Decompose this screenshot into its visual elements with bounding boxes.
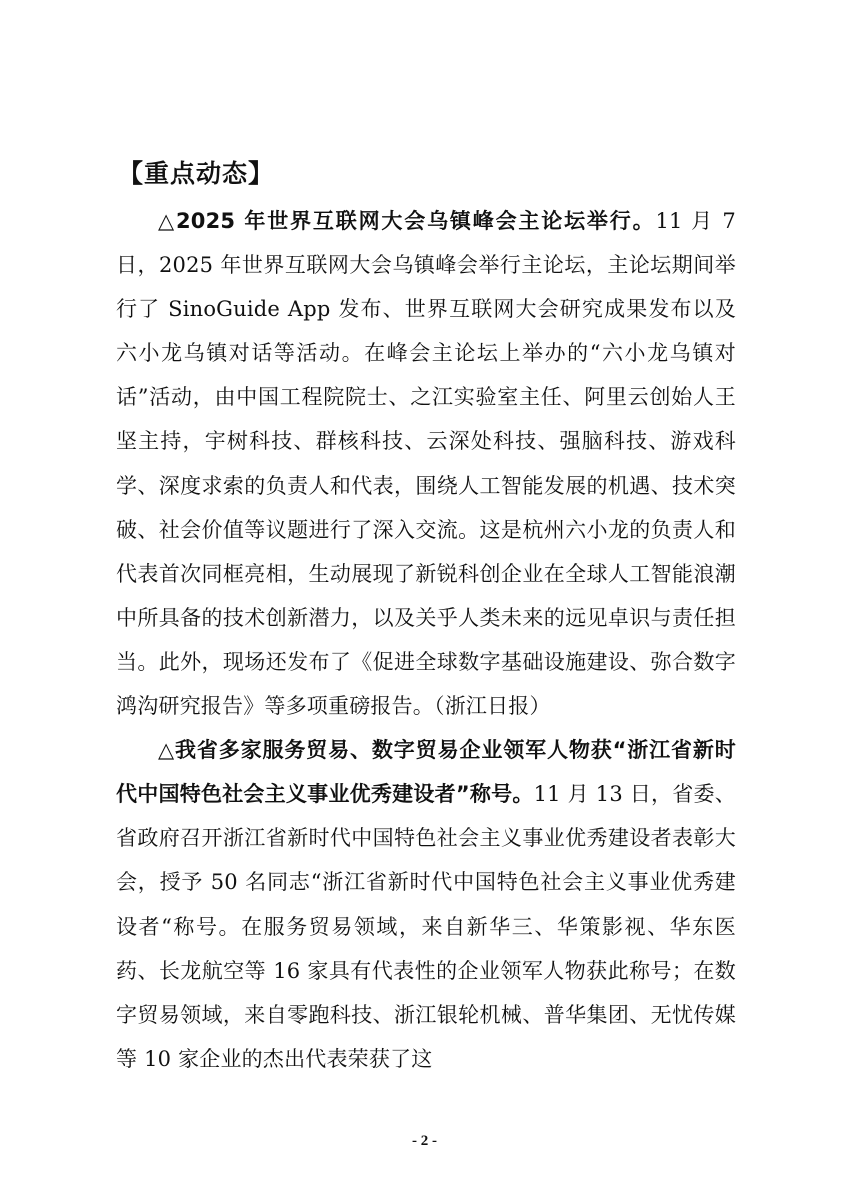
article-body: 11 月 7 日，2025 年世界互联网大会乌镇峰会举行主论坛，主论坛期间举行了 SinoGuide App 发布、世界互联网大会研究成果发布以及六小龙乌镇对话等活动。在峰会主论坛上举办的“六小龙乌镇对话”活动，由中国工程院院士、之江实验室主任、阿里云创始人王坚主持，宇树科技、群核科技、云深处科技、强脑科技、游戏科学、深度求索的负责人和代表，围绕人工智能发展的机遇、技术突破、社会价值等议题进行了深入交流。这是杭州六小龙的负责人和代表首次同框亮相，生动展现了新锐科创企业在全球人工智能浪潮中所具备的技术创新潜力，以及关乎人类未来的远见卓识与责任担当。此外，现场还发布了《促进全球数字基础设施建设、弥合数字鸿沟研究报告》等多项重磅报告。（浙江日报） [116,209,736,719]
article-paragraph [116,728,736,1081]
page-number: - 2 - [412,1133,437,1149]
article-body: 11 月 13 日，省委、省政府召开浙江省新时代中国特色社会主义事业优秀建设者表彰大会，授予 50 名同志“浙江省新时代中国特色社会主义事业优秀建设者“称号。在服务贸易领域，来自新华三、华策影视、华东医药、长龙航空等 16 家具有代表性的企业领军人物获此称号；在数字贸易领域，来自零跑科技、浙江银轮机械、普华集团、无忧传媒等 10 家企业的杰出代表荣获了这 [116,782,736,1071]
article-paragraph [116,199,736,728]
article-headline: △2025 年世界互联网大会乌镇峰会主论坛举行。 [158,209,656,233]
article-headline: △我省多家服务贸易、数字贸易企业领军人物获“浙江省新时代中国特色社会主义事业优秀建设者”称号。 [116,738,736,807]
section-heading: 【重点动态】 [118,159,275,188]
article-list [116,199,736,1081]
